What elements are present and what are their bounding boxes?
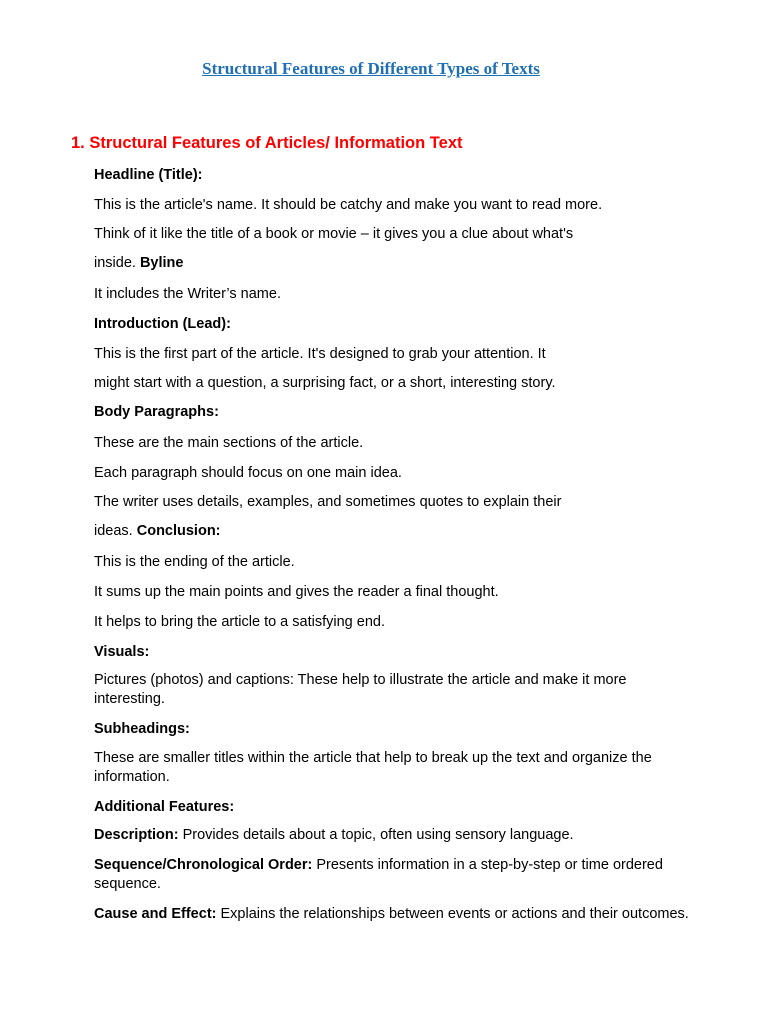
conclusion-line-1: This is the ending of the article. bbox=[94, 554, 295, 570]
byline-label: Byline bbox=[139, 255, 184, 271]
body-line-4-text: ideas. bbox=[94, 523, 137, 539]
visuals-text: Pictures (photos) and captions: These help to illustrate the article and make it more interesting. bbox=[94, 672, 627, 707]
cause-effect-label: Cause and Effect: bbox=[94, 906, 217, 922]
subheadings-text: These are smaller titles within the article that help to break up the text and organize the information. bbox=[94, 750, 652, 785]
intro-line-2: might start with a question, a surprising fact, or a short, interesting story. bbox=[94, 375, 556, 391]
conclusion-line-2: It sums up the main points and gives the reader a final thought. bbox=[94, 584, 499, 600]
body-line-1: These are the main sections of the article. bbox=[94, 435, 364, 451]
description-text: Provides details about a topic, often using sensory language. bbox=[178, 827, 574, 843]
page-title: Structural Features of Different Types of Texts bbox=[202, 59, 540, 78]
sequence-text: Presents information in a step-by-step or time ordered sequence. bbox=[94, 857, 663, 892]
byline-text: It includes the Writer’s name. bbox=[94, 286, 281, 302]
sequence-label: Sequence/Chronological Order: bbox=[94, 857, 313, 873]
subheadings-label: Subheadings: bbox=[94, 721, 190, 737]
sequence-item bbox=[94, 856, 694, 894]
body-line-4 bbox=[94, 522, 221, 541]
headline-line-2: Think of it like the title of a book or movie – it gives you a clue about what's bbox=[94, 226, 574, 242]
headline-line-1: This is the article's name. It should be catchy and make you want to read more. bbox=[94, 197, 603, 213]
body-line-2: Each paragraph should focus on one main idea. bbox=[94, 465, 402, 481]
body-line-3: The writer uses details, examples, and sometimes quotes to explain their bbox=[94, 494, 562, 510]
headline-label: Headline (Title): bbox=[94, 167, 203, 183]
cause-effect-text: Explains the relationships between events or actions and their outcomes. bbox=[216, 906, 689, 922]
additional-features-label: Additional Features: bbox=[94, 799, 235, 815]
description-label: Description: bbox=[94, 827, 179, 843]
conclusion-line-3: It helps to bring the article to a satisfying end. bbox=[94, 614, 385, 630]
intro-line-1: This is the first part of the article. It's designed to grab your attention. It bbox=[94, 346, 546, 362]
headline-line-3 bbox=[94, 254, 183, 273]
body-paragraphs-label: Body Paragraphs: bbox=[94, 404, 219, 420]
intro-label: Introduction (Lead): bbox=[94, 316, 231, 332]
headline-line-3-text: inside. bbox=[94, 255, 140, 271]
section-heading: 1. Structural Features of Articles/ Information Text bbox=[71, 134, 463, 152]
cause-effect-item bbox=[94, 905, 694, 924]
description-item bbox=[94, 826, 694, 845]
conclusion-label: Conclusion: bbox=[136, 523, 221, 539]
visuals-label: Visuals: bbox=[94, 644, 150, 660]
